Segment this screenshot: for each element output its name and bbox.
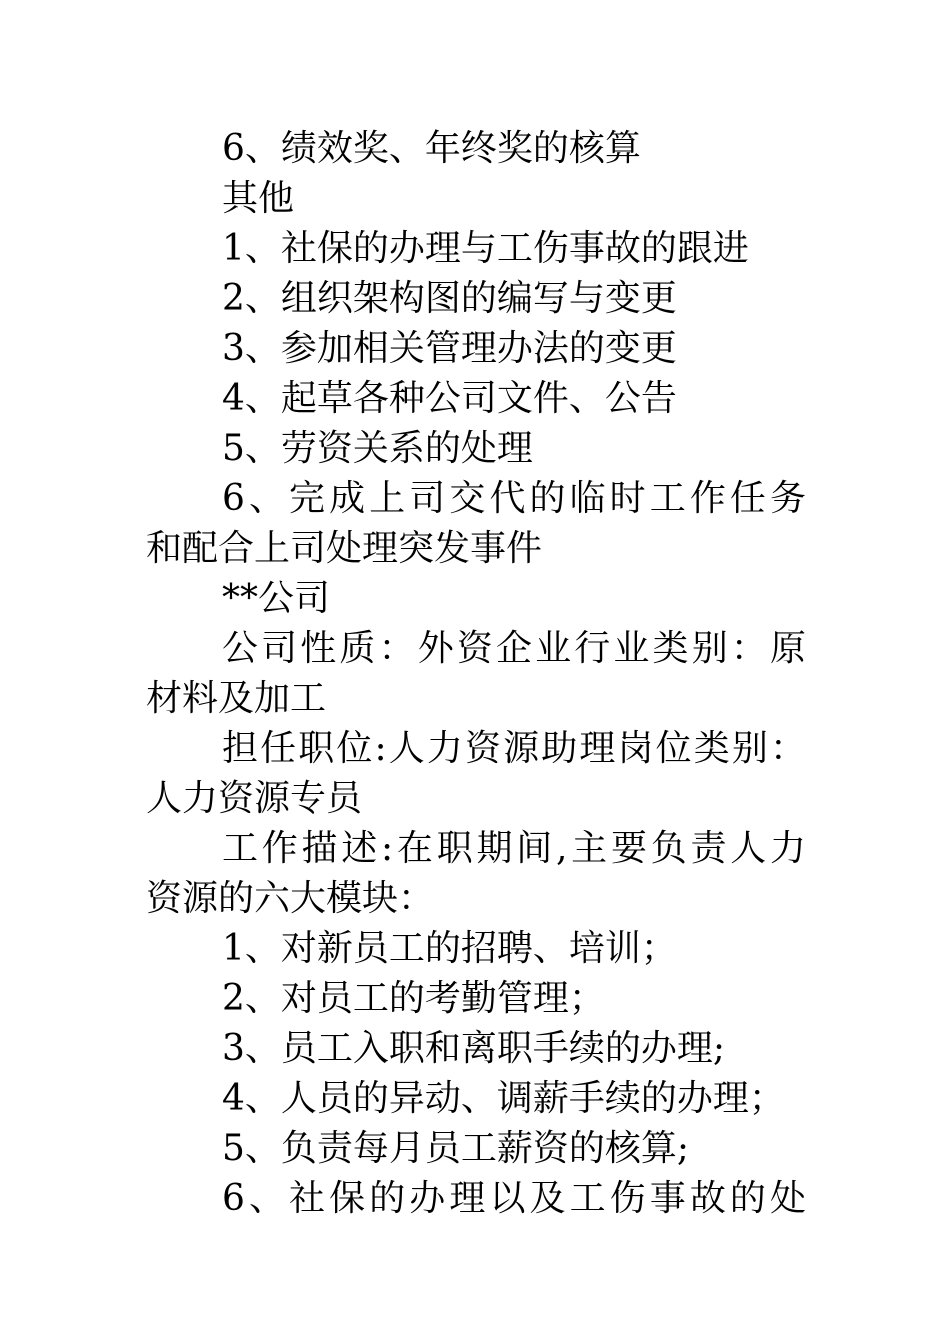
- text-line: 和配合上司处理突发事件: [146, 528, 543, 569]
- text-line: 4、起草各种公司文件、公告: [222, 378, 677, 419]
- text-line: 2、对员工的考勤管理；: [222, 978, 605, 1019]
- text-line: 5、劳资关系的处理: [222, 428, 533, 469]
- text-line: 6、社保的办理以及工伤事故的处: [222, 1178, 806, 1219]
- text-line: 3、参加相关管理办法的变更: [222, 328, 677, 369]
- text-line: 1、社保的办理与工伤事故的跟进: [222, 228, 749, 269]
- text-line: 6、完成上司交代的临时工作任务: [222, 478, 806, 519]
- document-body: [146, 124, 806, 1224]
- text-line: 2、组织架构图的编写与变更: [222, 278, 677, 319]
- text-line: 3、员工入职和离职手续的办理;: [222, 1028, 726, 1069]
- text-line: 5、负责每月员工薪资的核算;: [222, 1128, 690, 1169]
- text-line: 工作描述:在职期间,主要负责人力: [222, 828, 806, 869]
- company-heading: **公司: [222, 578, 331, 619]
- text-line: 担任职位:人力资源助理岗位类别：: [222, 728, 806, 769]
- text-line: 资源的六大模块：: [146, 878, 435, 919]
- text-line: 公司性质：外资企业行业类别：原: [222, 628, 806, 669]
- text-line: 材料及加工: [146, 678, 327, 719]
- text-line: 4、人员的异动、调薪手续的办理；: [222, 1078, 785, 1119]
- text-line: 6、绩效奖、年终奖的核算: [222, 128, 641, 169]
- section-heading: 其他: [222, 178, 295, 219]
- text-line: 人力资源专员: [146, 778, 363, 819]
- text-line: 1、对新员工的招聘、培训；: [222, 928, 677, 969]
